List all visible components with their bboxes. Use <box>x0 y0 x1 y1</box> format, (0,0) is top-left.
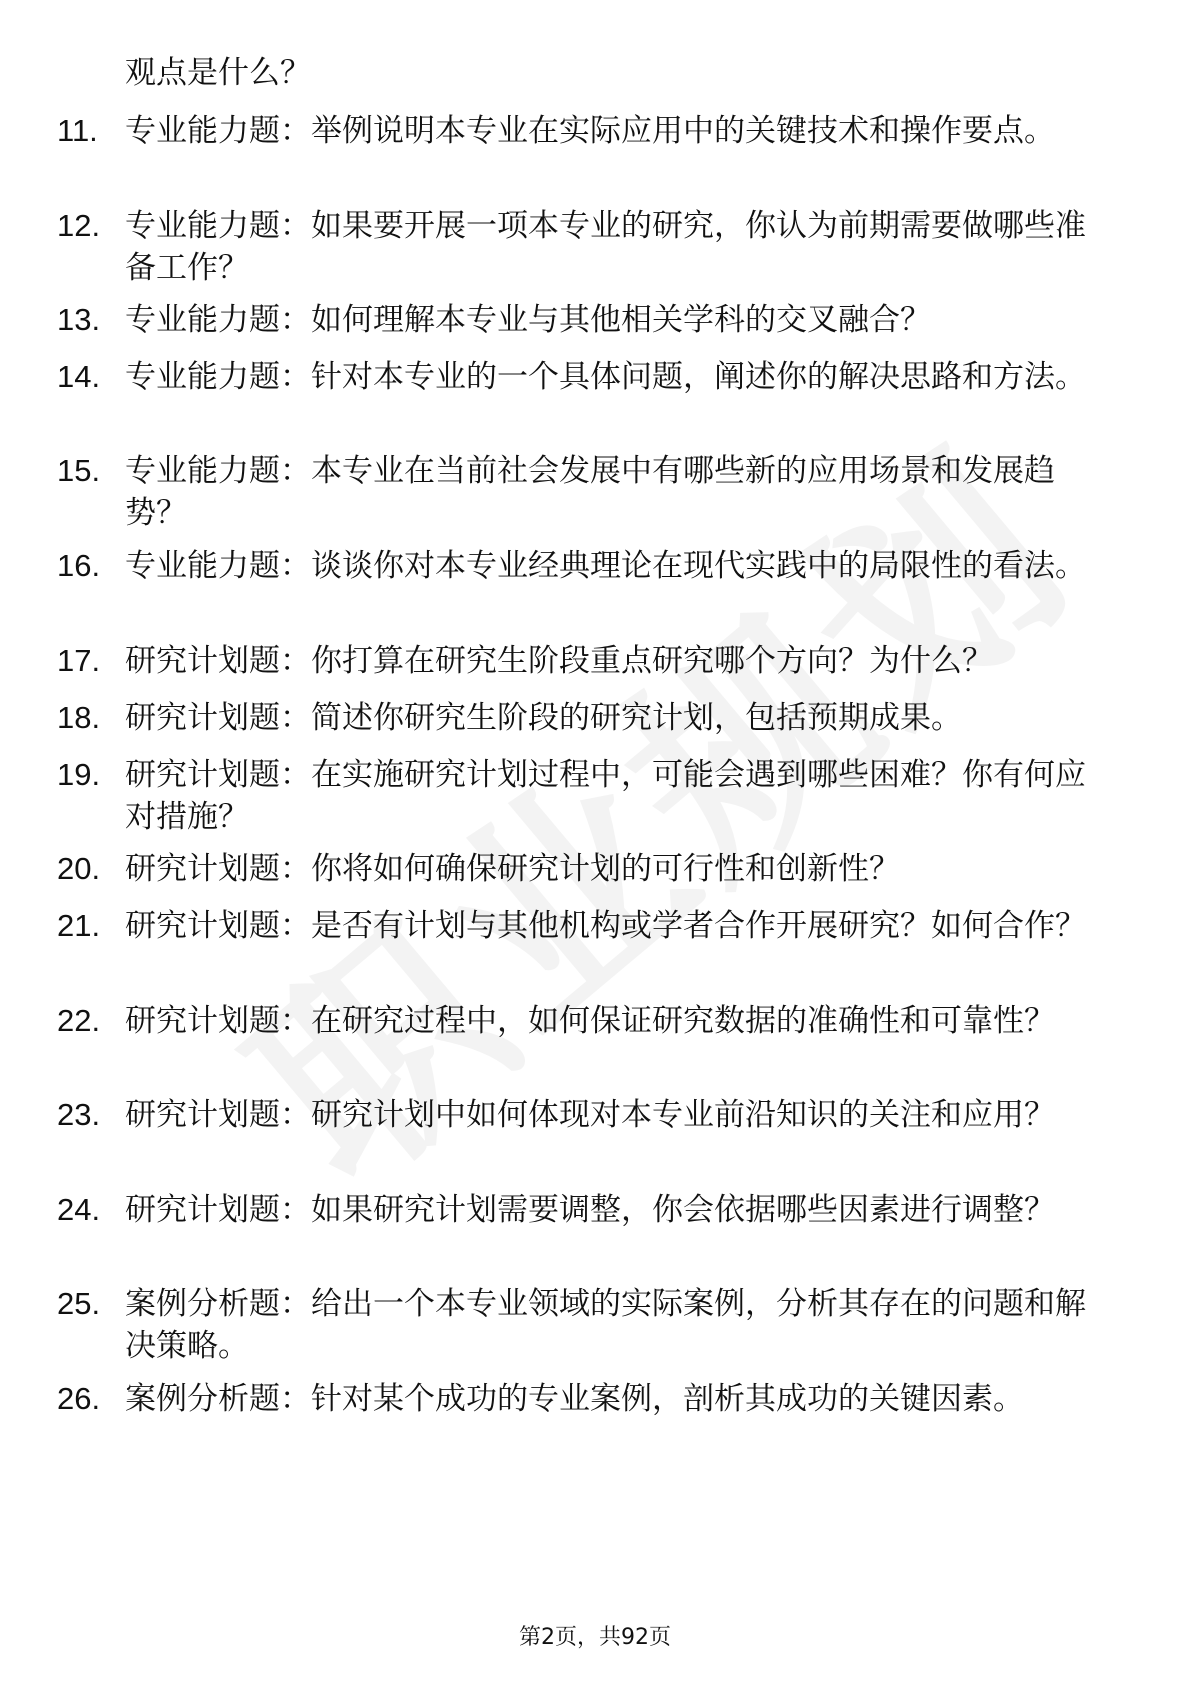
question-number: 19. <box>57 757 101 792</box>
question-text: 研究计划题：研究计划中如何体现对本专业前沿知识的关注和应用？ <box>125 1097 1055 1133</box>
question-text: 案例分析题：针对某个成功的专业案例，剖析其成功的关键因素。 <box>125 1381 1024 1417</box>
question-text: 案例分析题：给出一个本专业领域的实际案例，分析其存在的问题和解决策略。 <box>125 1286 1086 1364</box>
question-text: 专业能力题：如果要开展一项本专业的研究，你认为前期需要做哪些准备工作？ <box>125 208 1086 286</box>
question-text: 研究计划题：在实施研究计划过程中，可能会遇到哪些困难？你有何应对措施？ <box>125 757 1086 835</box>
question-number: 13. <box>57 302 101 337</box>
question-text: 专业能力题：本专业在当前社会发展中有哪些新的应用场景和发展趋势？ <box>125 453 1055 531</box>
question-text: 专业能力题：如何理解本专业与其他相关学科的交叉融合？ <box>125 302 931 338</box>
question-text: 专业能力题：举例说明本专业在实际应用中的关键技术和操作要点。 <box>125 113 1055 149</box>
question-number: 25. <box>57 1286 101 1321</box>
question-number: 17. <box>57 643 101 678</box>
question-text: 研究计划题：你将如何确保研究计划的可行性和创新性？ <box>125 851 900 887</box>
question-number: 11. <box>57 113 98 148</box>
question-text: 研究计划题：是否有计划与其他机构或学者合作开展研究？如何合作？ <box>125 908 1086 944</box>
question-text: 专业能力题：针对本专业的一个具体问题，阐述你的解决思路和方法。 <box>125 359 1086 395</box>
question-number: 15. <box>57 453 101 488</box>
question-number: 24. <box>57 1192 101 1227</box>
question-number: 18. <box>57 700 101 735</box>
question-number: 23. <box>57 1097 101 1132</box>
question-text: 研究计划题：你打算在研究生阶段重点研究哪个方向？为什么？ <box>125 643 993 679</box>
question-text: 研究计划题：简述你研究生阶段的研究计划，包括预期成果。 <box>125 700 962 736</box>
question-number: 22. <box>57 1003 101 1038</box>
question-number: 26. <box>57 1381 101 1416</box>
question-number: 21. <box>57 908 101 943</box>
continuation-text: 观点是什么？ <box>125 55 311 91</box>
question-number: 20. <box>57 851 101 886</box>
question-number: 14. <box>57 359 101 394</box>
question-text: 专业能力题：谈谈你对本专业经典理论在现代实践中的局限性的看法。 <box>125 548 1086 584</box>
question-text: 研究计划题：如果研究计划需要调整，你会依据哪些因素进行调整？ <box>125 1192 1055 1228</box>
question-number: 12. <box>57 208 101 243</box>
question-number: 16. <box>57 548 101 583</box>
question-text: 研究计划题：在研究过程中，如何保证研究数据的准确性和可靠性？ <box>125 1003 1055 1039</box>
page-footer: 第2页，共92页 <box>519 1625 671 1650</box>
